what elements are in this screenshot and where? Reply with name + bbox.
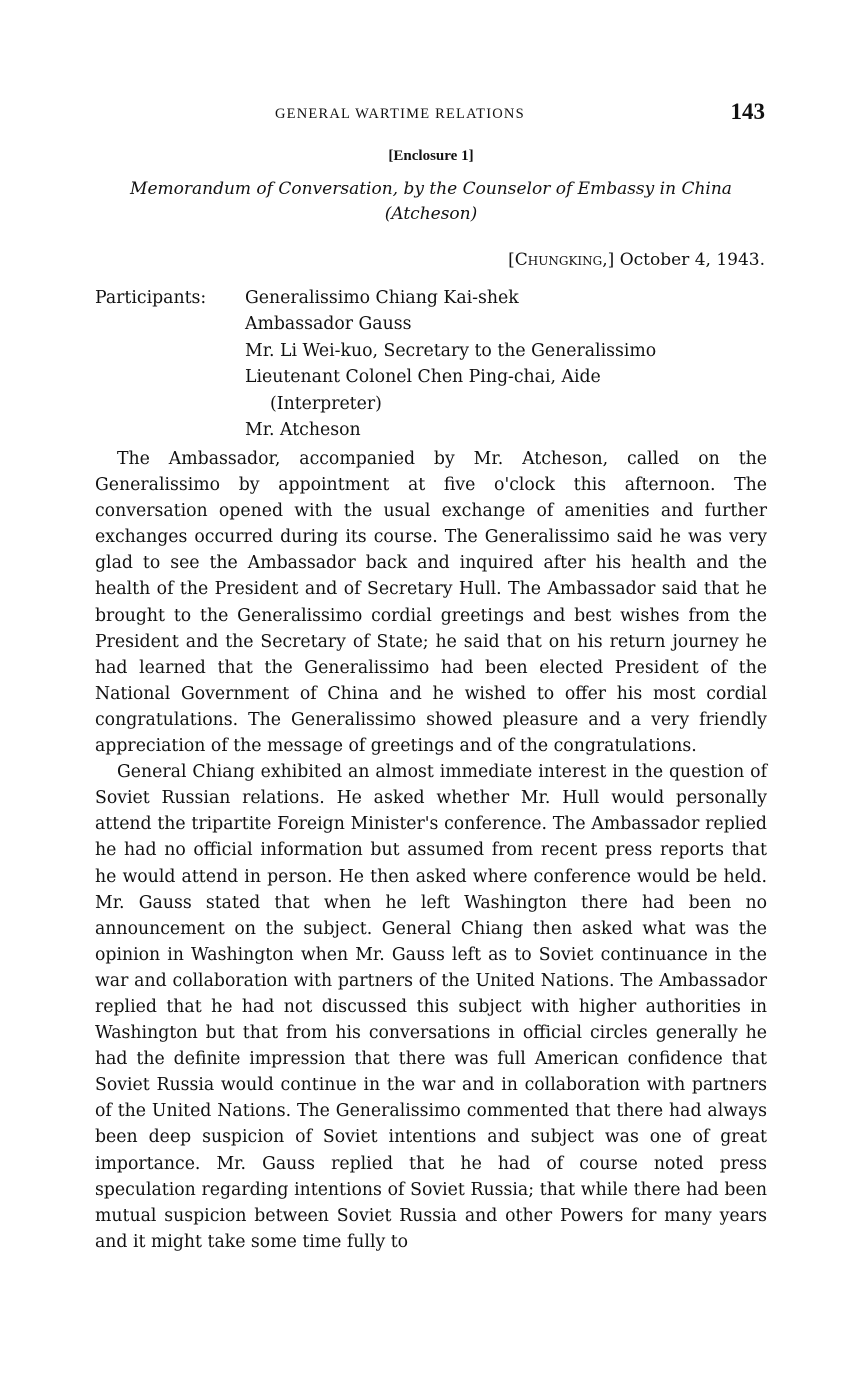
participant-item: Mr. Atcheson: [245, 420, 361, 441]
body-paragraph: General Chiang exhibited an almost immediate interest in the question of Soviet Russian relations. He asked whether Mr. Hull would personally attend the tripartite Foreign Minister's conference. The Ambassador replied he had no official information but assumed from recent press reports that he would attend in person. He then asked where conference would be held. Mr. Gauss stated that when he left Washington there had been no announcement on the subject. General Chiang then asked what was the opinion in Washington when Mr. Gauss left as to Soviet continuance in the war and collaboration with partners of the United Nations. The Ambassador replied that he had not discussed this subject with higher authorities in Washington but that from his conversations in official circles generally he had the definite impression that there was full American confidence that Soviet Russia would continue in the war and in collaboration with partners of the United Nations. The Generalissimo commented that there had always been deep suspicion of Soviet intentions and subject was one of great importance. Mr. Gauss replied that he had of course noted press speculation regarding intentions of Soviet Russia; that while there had been mutual suspicion between Soviet Russia and other Powers for many years and it might take some time fully to: [95, 762, 767, 1252]
participant-item: Generalissimo Chiang Kai-shek: [245, 288, 519, 308]
memo-title: Memorandum of Conversation, by the Counselor of Embassy in China (Atcheson): [130, 179, 732, 224]
dateline-date: October 4, 1943.: [619, 250, 765, 270]
running-title: GENERAL WARTIME RELATIONS: [275, 106, 525, 122]
body-paragraph: The Ambassador, accompanied by Mr. Atcheson, called on the Generalissimo by appointment at five o'clock this afternoon. The conversation opened with the usual exchange of amenities and further exchanges occurred during its course. The Generalissimo said he was very glad to see the Ambassador back and inquired after his health and the health of the President and of Secretary Hull. The Ambassador said that he brought to the Generalissimo cordial greetings and best wishes from the President and the Secretary of State; he said that on his return journey he had learned that the Generalissimo had been elected President of the National Government of China and he wished to offer his most cordial congratulations. The Generalissimo showed pleasure and a very friendly appreciation of the message of greetings and of the congratulations.: [95, 449, 767, 757]
body-text: [95, 446, 767, 1255]
running-head: [95, 99, 767, 130]
dateline-close-bracket: ,]: [602, 250, 615, 270]
enclosure-label: [Enclosure 1]: [388, 148, 474, 164]
dateline: [508, 250, 765, 270]
participants-list: [245, 285, 765, 443]
participant-item: Lieutenant Colonel Chen Ping-chai, Aide: [245, 367, 601, 388]
participant-item: Mr. Li Wei-kuo, Secretary to the Generalissimo: [245, 340, 657, 361]
participants-label: Participants:: [95, 288, 207, 308]
dateline-open-bracket: [: [508, 250, 515, 270]
page-number: 143: [730, 99, 765, 124]
participant-item: Ambassador Gauss: [245, 314, 412, 335]
participant-item-continuation: (Interpreter): [270, 393, 382, 414]
dateline-place: Chungking: [514, 250, 603, 270]
